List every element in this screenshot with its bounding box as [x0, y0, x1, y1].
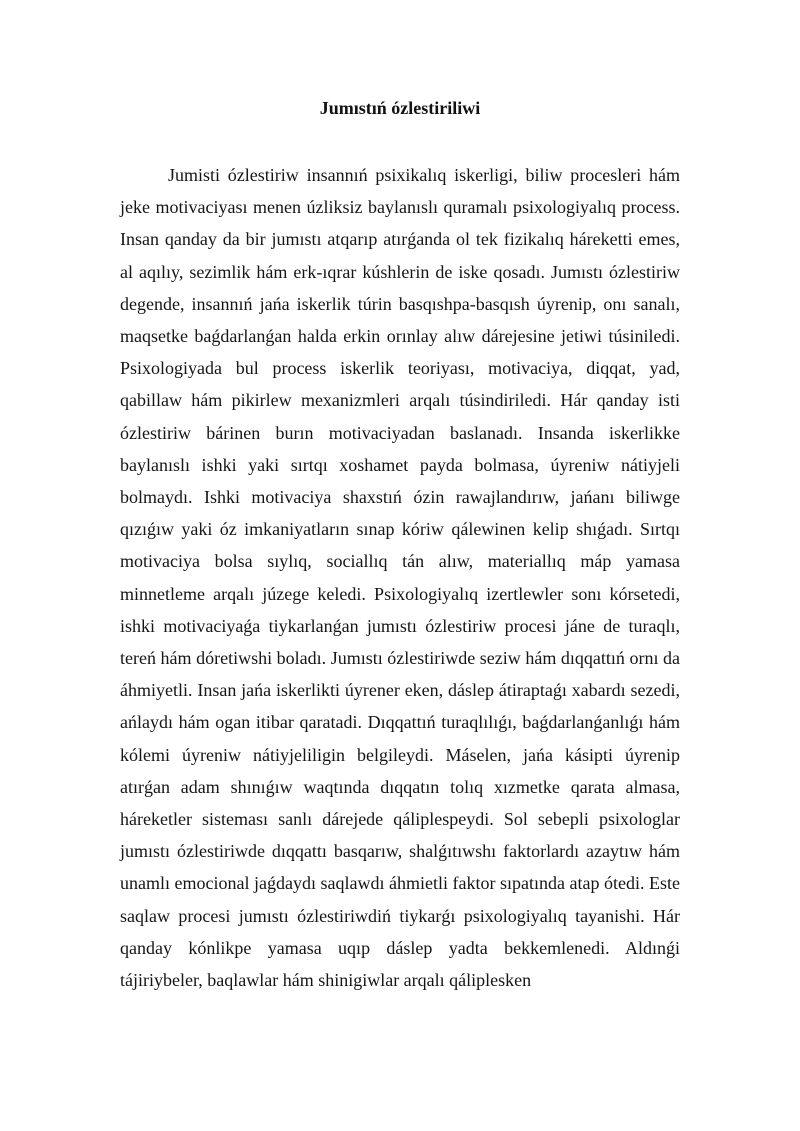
document-title: Jumıstıń ózlestiriliwi [319, 98, 481, 118]
body-paragraph: Jumisti ózlestiriw insannıń psixikalıq iskerligi, biliw procesleri hám jeke motivaciyası menen úzliksiz baylanıslı quramalı psixologiyalıq process. Insan qanday da bir jumıstı atqarıp atırǵanda ol tek fizikalıq háreketti emes, al aqılıy, sezimlik hám erk-ıqrar kúshlerin de iske qosadı. Jumıstı ózlestiriw degende, insannıń jańa iskerlik túrin basqıshpa-basqısh úyrenip, onı sanalı, maqsetke baǵdarlanǵan halda erkin orınlay alıw dárejesine jetiwi túsiniledi. Psixologiyada bul process iskerlik teoriyası, motivaciya, diqqat, yad, qabillaw hám pikirlew mexanizmleri arqalı túsindiriledi. Hár qanday isti ózlestiriw bárinen burın motivaciyadan baslanadı. Insanda iskerlikke baylanıslı ishki yaki sırtqı xoshamet payda bolmasa, úyreniw nátiyjeli bolmaydı. Ishki motivaciya shaxstıń ózin rawajlandırıw, jańanı biliwge qızıǵıw yaki óz imkaniyatların sınap kóriw qálewinen kelip shıǵadı. Sırtqı motivaciya bolsa sıylıq, sociallıq tán alıw, materiallıq máp yamasa minnetleme arqalı júzege keledi. Psixologiyalıq izertlewler sonı kórsetedi, ishki motivaciyaǵa tiykarlanǵan jumıstı ózlestiriw procesi jáne de turaqlı, tereń hám dóretiwshi boladı. Jumıstı ózlestiriwde seziw hám dıqqattıń ornı da áhmiyetli. Insan jańa iskerlikti úyrener eken, dáslep átiraptaǵı xabardı sezedi, ańlaydı hám ogan itibar qaratadi. Dıqqattıń turaqlılıǵı, baǵdarlanǵanlıǵı hám kólemi úyreniw nátiyjeliligin belgileydi. Máselen, jańa kásipti úyrenip atırǵan adam shınıǵıw waqtında dıqqatın tolıq xızmetke qarata almasa, háreketler sisteması sanlı dárejede qáliplespeydi. Sol sebepli psixologlar jumıstı ózlestiriwde dıqqattı basqarıw, shalǵıtıwshı faktorlardı azaytıw hám unamlı emocional jaǵdaydı saqlawdı áhmietli faktor sıpatında atap ótedi. Este saqlaw procesi jumıstı ózlestiriwdiń tiykarǵı psixologiyalıq tayanishi. Hár qanday kónlikpe yamasa uqıp dáslep yadta bekkemlenedi. Aldınǵi tájiriybeler, baqlawlar hám shinigiwlar arqalı qáliplesken [120, 165, 680, 991]
